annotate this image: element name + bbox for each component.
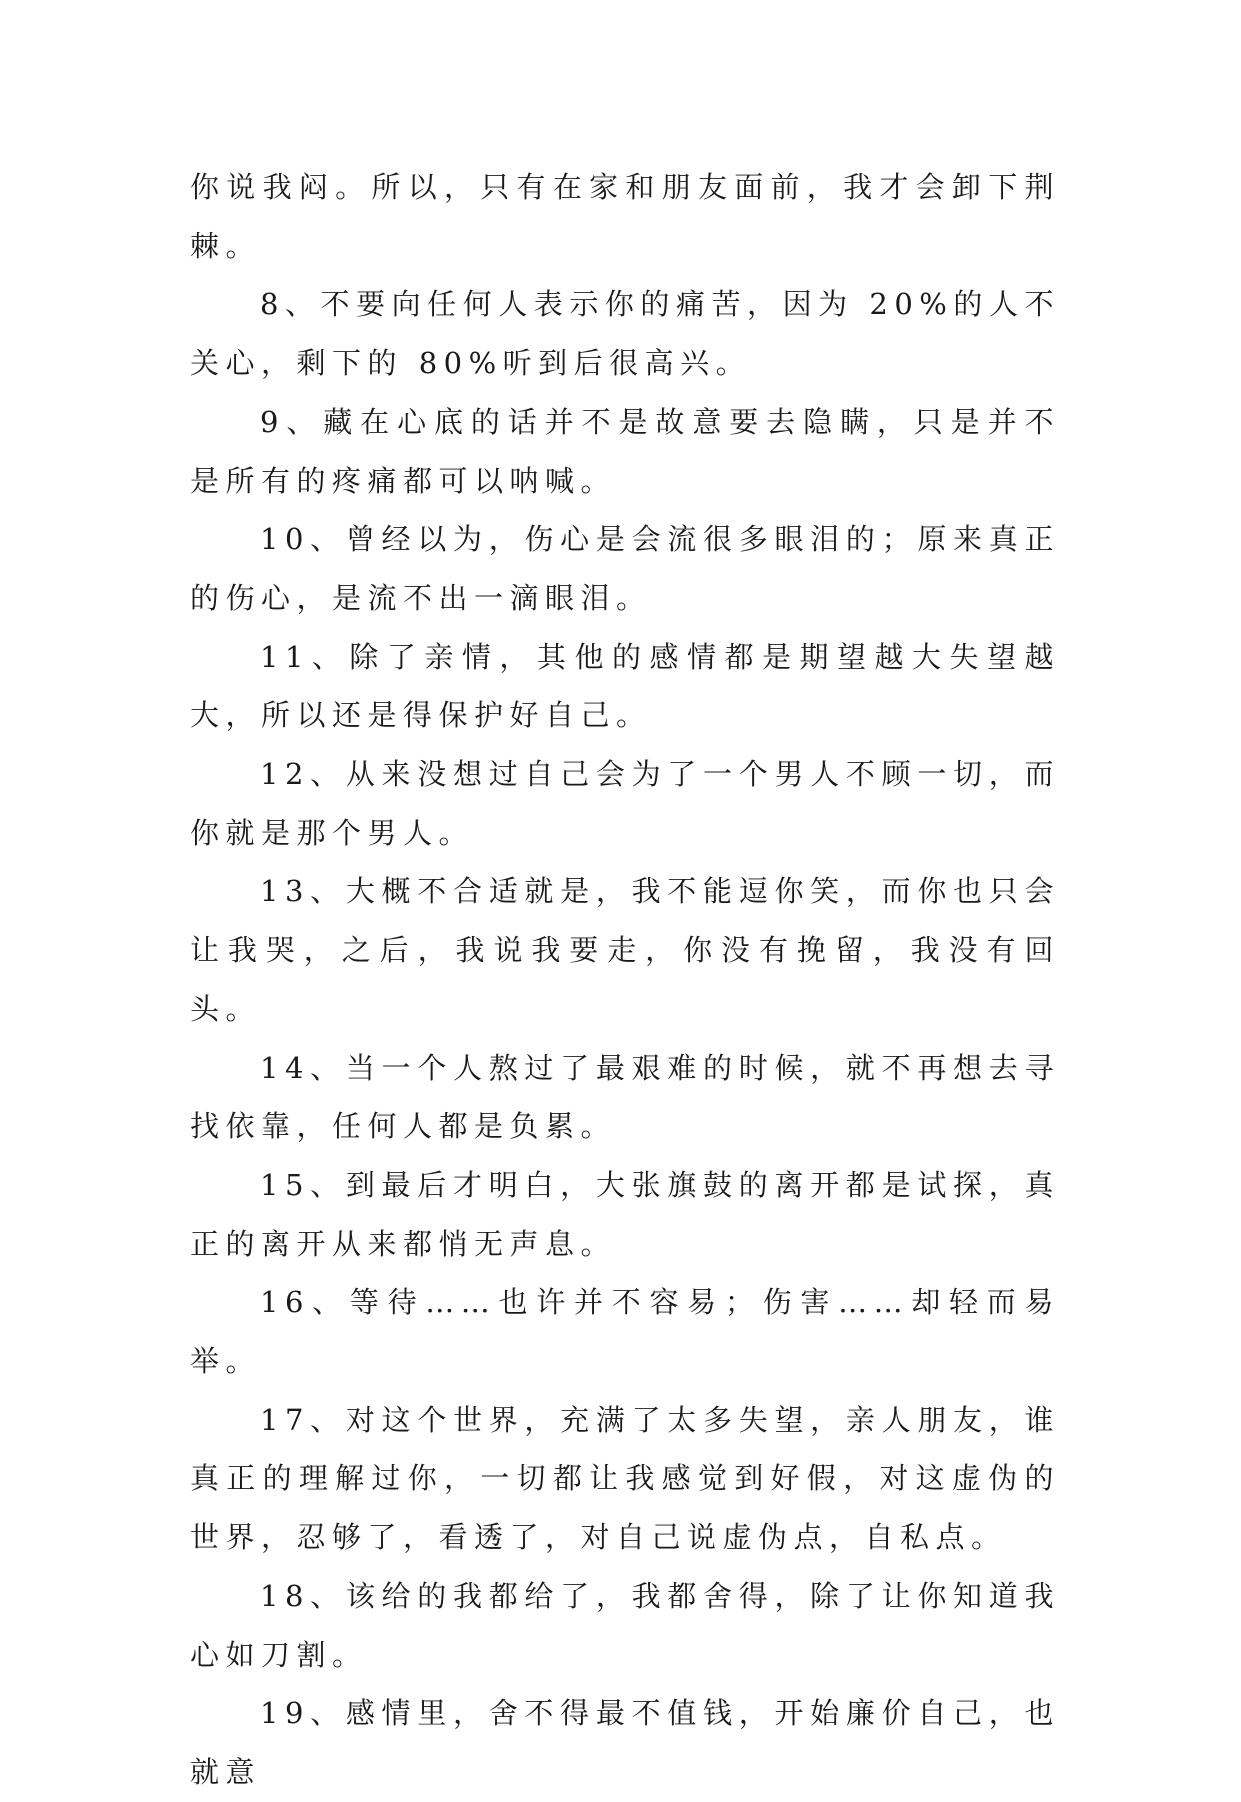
quote-paragraph-12: 12、从来没想过自己会为了一个男人不顾一切，而你就是那个男人。 <box>190 757 1060 850</box>
quote-paragraph-15: 15、到最后才明白，大张旗鼓的离开都是试探，真正的离开从来都悄无声息。 <box>190 1167 1060 1261</box>
quote-paragraph-13: 13、大概不合适就是，我不能逗你笑，而你也只会让我哭，之后，我说我要走，你没有挽留，我没有回头。 <box>190 874 1060 1026</box>
quote-paragraph-8: 8、不要向任何人表示你的痛苦，因为 20%的人不关心，剩下的 80%听到后很高兴。 <box>190 287 1060 381</box>
quote-paragraph-18: 18、该给的我都给了，我都舍得，除了让你知道我心如刀割。 <box>190 1578 1060 1672</box>
quote-paragraph-14: 14、当一个人熬过了最艰难的时候，就不再想去寻找依靠，任何人都是负累。 <box>190 1050 1060 1144</box>
paragraph-continuation: 你说我闷。所以，只有在家和朋友面前，我才会卸下荆棘。 <box>190 170 1060 263</box>
document-body <box>190 158 1060 1802</box>
quote-paragraph-11: 11、除了亲情，其他的感情都是期望越大失望越大，所以还是得保护好自己。 <box>190 639 1060 733</box>
quote-paragraph-9: 9、藏在心底的话并不是故意要去隐瞒，只是并不是所有的疼痛都可以呐喊。 <box>190 404 1060 498</box>
quote-paragraph-16: 16、等待……也许并不容易；伤害……却轻而易举。 <box>190 1285 1060 1379</box>
quote-paragraph-10: 10、曾经以为，伤心是会流很多眼泪的；原来真正的伤心，是流不出一滴眼泪。 <box>190 522 1060 615</box>
quote-paragraph-19: 19、感情里，舍不得最不值钱，开始廉价自己，也就意 <box>190 1696 1060 1789</box>
quote-paragraph-17: 17、对这个世界，充满了太多失望，亲人朋友，谁真正的理解过你，一切都让我感觉到好假，对这虚伪的世界，忍够了，看透了，对自己说虚伪点，自私点。 <box>190 1402 1060 1555</box>
